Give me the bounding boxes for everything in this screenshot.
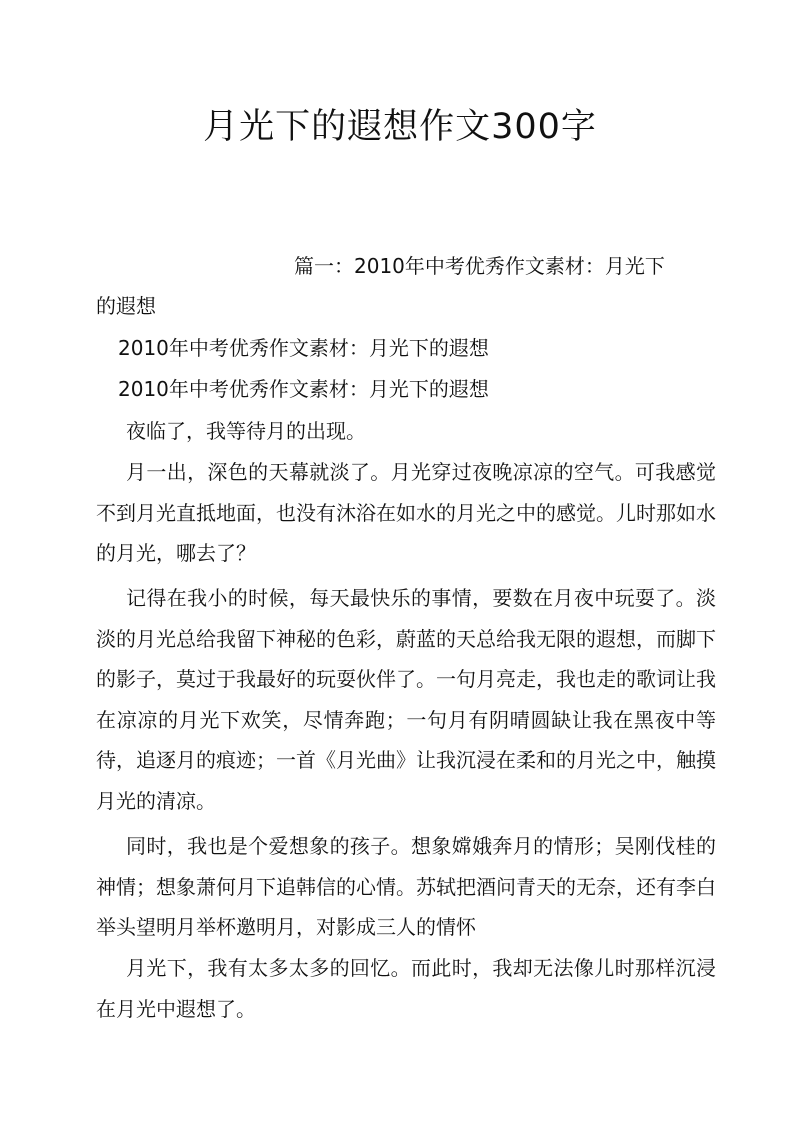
document-title: 月光下的遐想作文300字 — [203, 107, 597, 147]
paragraph-2: 月一出，深色的天幕就淡了。月光穿过夜晚凉凉的空气。可我感觉不到月光直抵地面，也没有沐浴在如水的月光之中的感觉。儿时那如水的月光，哪去了？ — [96, 460, 716, 566]
subheading-1: 2010年中考优秀作文素材：月光下的遐想 — [118, 336, 489, 360]
paragraph-4: 同时，我也是个爱想象的孩子。想象嫦娥奔月的情形；吴刚伐桂的神情；想象萧何月下追韩信的心情。苏轼把酒问青天的无奈，还有李白举头望明月举杯邀明月，对影成三人的情怀 — [96, 834, 716, 940]
paragraph-1: 夜临了，我等待月的出现。 — [126, 419, 366, 443]
paragraph-3: 记得在我小的时候，每天最快乐的事情，要数在月夜中玩耍了。淡淡的月光总给我留下神秘的色彩，蔚蓝的天总给我无限的遐想，而脚下的影子，莫过于我最好的玩耍伙伴了。一句月亮走，我也走的歌词让我在凉凉的月光下欢笑，尽情奔跑；一句月有阴晴圆缺让我在黑夜中等待，追逐月的痕迹；一首《月光曲》让我沉浸在柔和的月光之中，触摸月光的清凉。 — [96, 586, 716, 813]
subheading-2: 2010年中考优秀作文素材：月光下的遐想 — [118, 377, 489, 401]
article-heading-line-2: 的遐想 — [96, 294, 156, 318]
paragraph-5: 月光下，我有太多太多的回忆。而此时，我却无法像儿时那样沉浸在月光中遐想了。 — [96, 956, 716, 1021]
article-heading — [96, 246, 696, 326]
article-heading-line-1: 篇一：2010年中考优秀作文素材：月光下 — [294, 254, 665, 278]
